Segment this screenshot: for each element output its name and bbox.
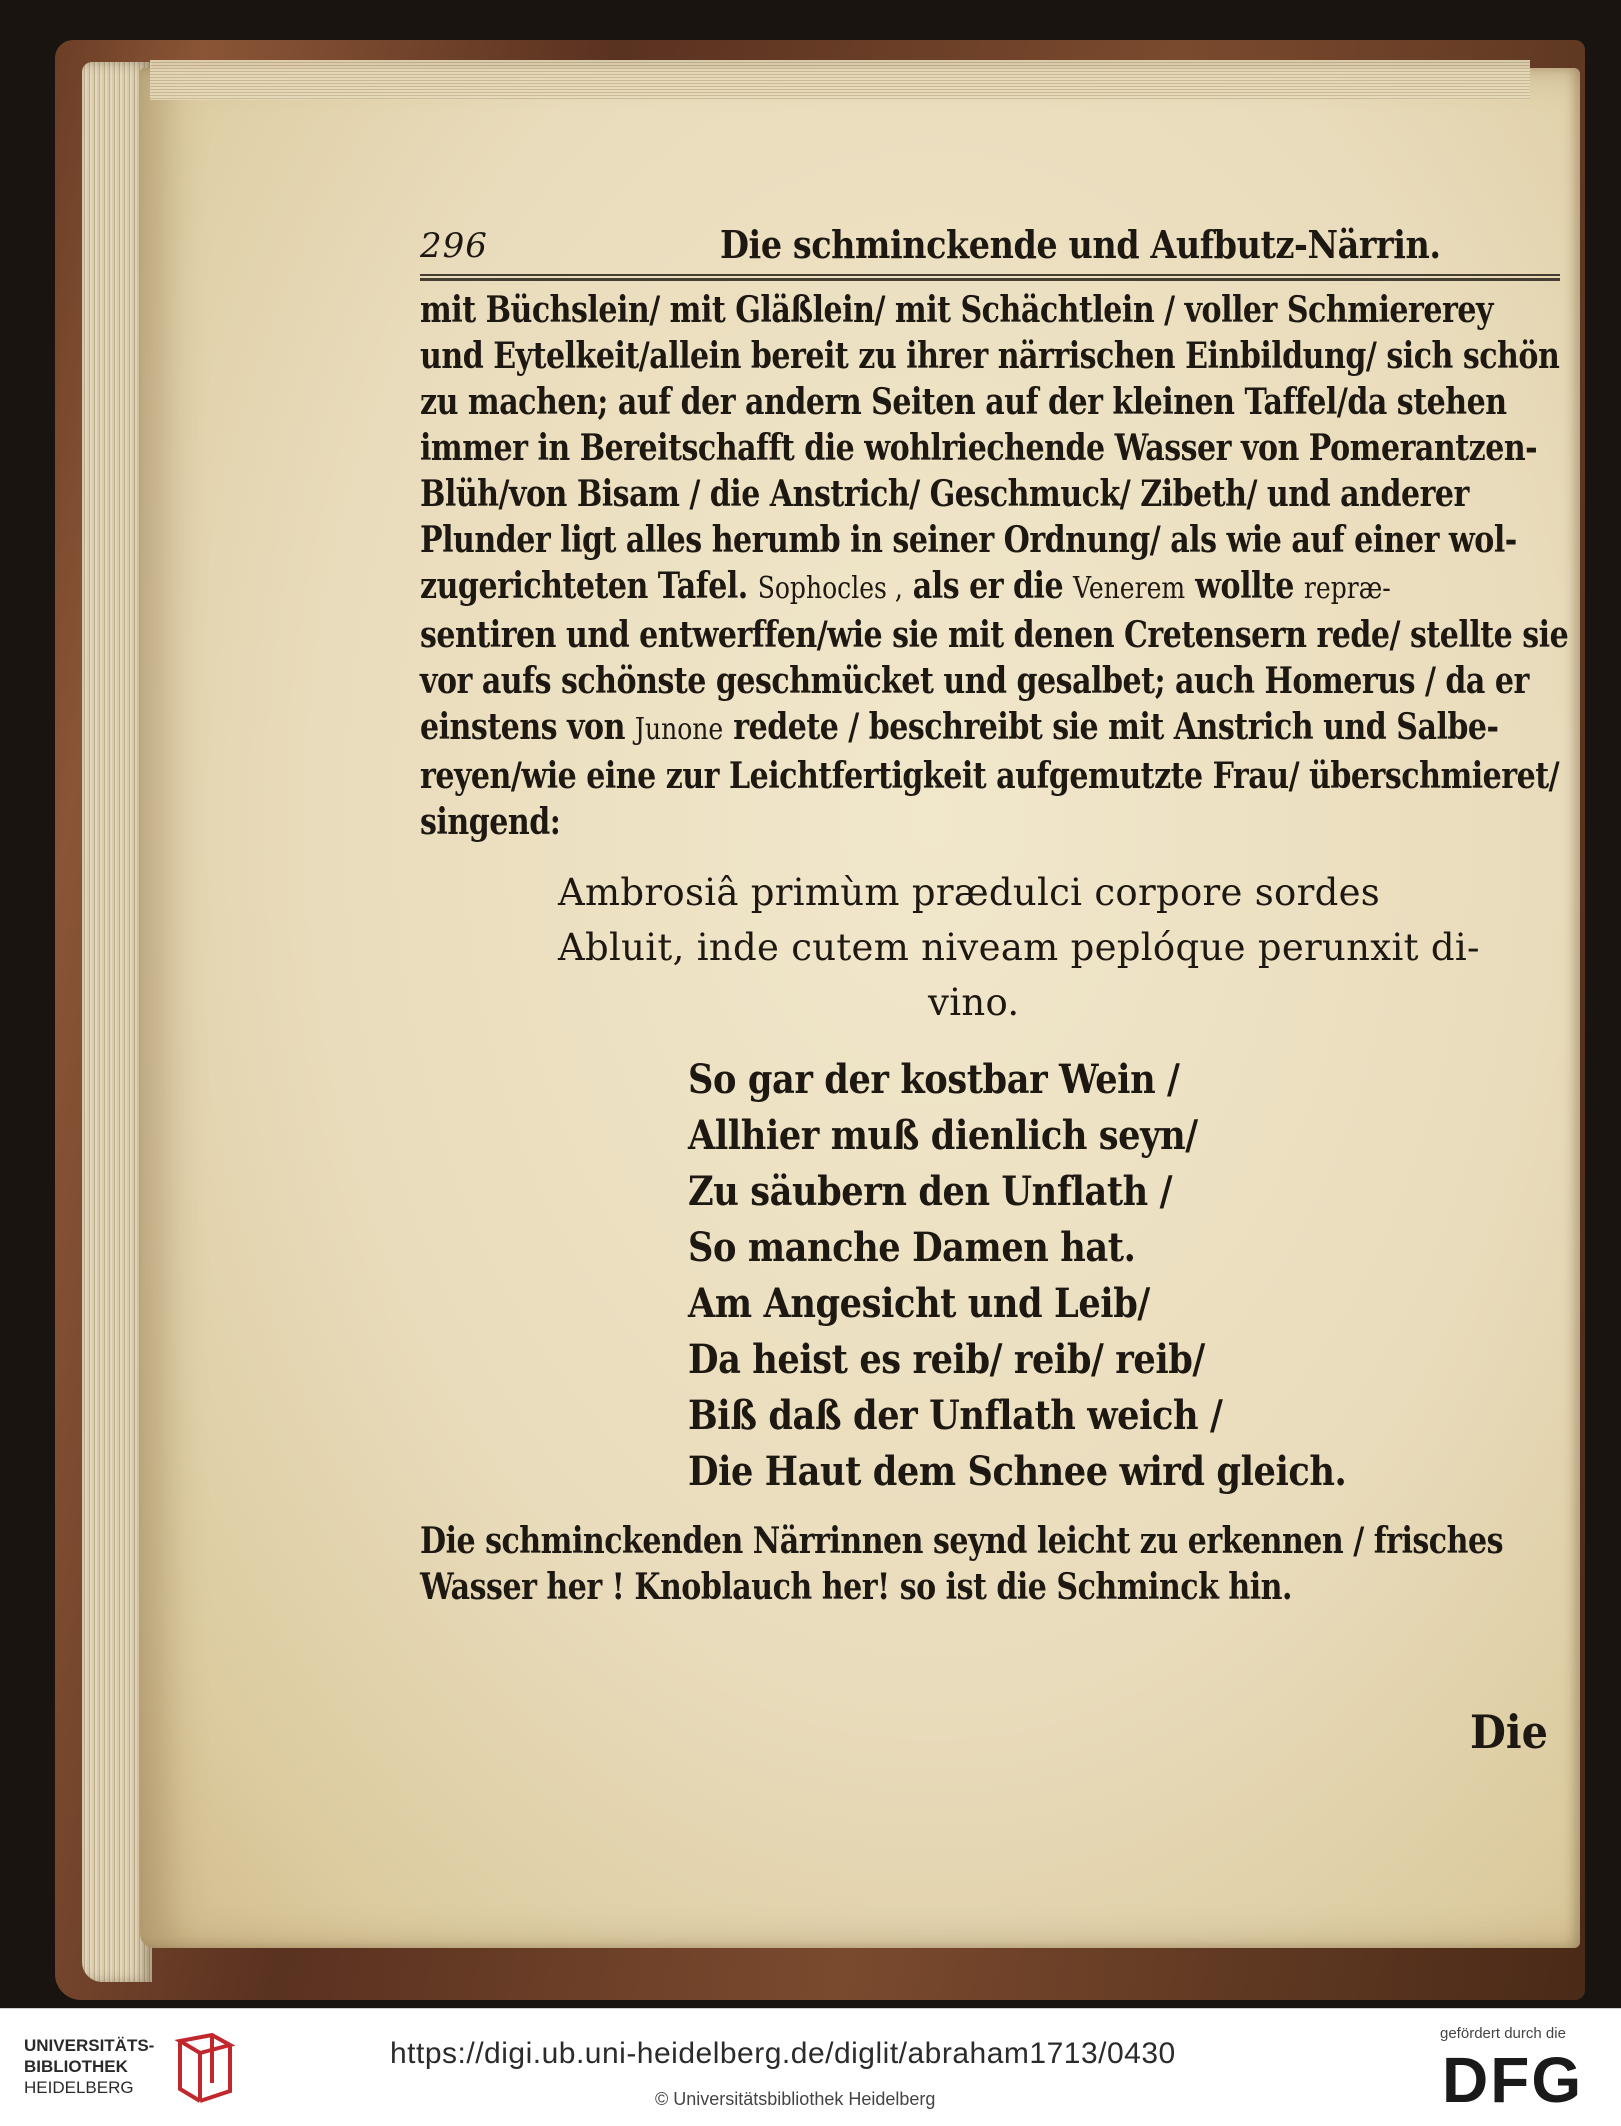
poem-line: So manche Damen hat. bbox=[688, 1224, 1136, 1271]
body-line: immer in Bereitschafft die wohlriechende Wasser von Pomerantzen- bbox=[420, 427, 1538, 469]
poem-line: Allhier muß dienlich seyn/ bbox=[688, 1112, 1198, 1159]
header-rule bbox=[420, 274, 1560, 281]
footer-bar bbox=[0, 2008, 1621, 2126]
german-poem bbox=[688, 1052, 1560, 1500]
body-line: Wasser her ! Knoblauch her! so ist die Schminck hin. bbox=[420, 1566, 1293, 1608]
poem-line: So gar der kostbar Wein / bbox=[688, 1056, 1180, 1103]
poem-line: Zu säubern den Unflath / bbox=[688, 1168, 1173, 1215]
body-text: wollte bbox=[1195, 565, 1294, 607]
library-name-line: BIBLIOTHEK bbox=[24, 2057, 128, 2076]
permalink-url[interactable]: https://digi.ub.uni-heidelberg.de/diglit/abraham1713/0430 bbox=[390, 2037, 1176, 2070]
poem-line: Da heist es reib/ reib/ reib/ bbox=[688, 1336, 1205, 1383]
body-line: mit Büchslein/ mit Gläßlein/ mit Schächtlein / voller Schmiererey bbox=[420, 289, 1493, 331]
body-paragraph bbox=[420, 287, 1569, 845]
latin-name: Sophocles , bbox=[757, 571, 903, 606]
latin-verse-line: vino. bbox=[928, 981, 1020, 1024]
copyright-notice: © Universitätsbibliothek Heidelberg bbox=[655, 2089, 936, 2109]
library-name-line: UNIVERSITÄTS- bbox=[24, 2036, 155, 2055]
body-line bbox=[420, 563, 1391, 612]
body-text: als er die bbox=[912, 565, 1064, 607]
funding-label: gefördert durch die bbox=[1440, 2025, 1566, 2042]
body-line: reyen/wie eine zur Leichtfertigkeit aufgemutzte Frau/ überschmieret/ bbox=[420, 755, 1560, 797]
body-line: und Eytelkeit/allein bereit zu ihrer närrischen Einbildung/ sich schön bbox=[420, 335, 1560, 377]
page-header bbox=[420, 218, 1560, 274]
poem-line: Am Angesicht und Leib/ bbox=[688, 1280, 1150, 1327]
library-name-line: HEIDELBERG bbox=[24, 2078, 134, 2097]
body-line: Blüh/von Bisam / die Anstrich/ Geschmuck/ Zibeth/ und anderer bbox=[420, 473, 1469, 515]
body-line bbox=[420, 704, 1499, 753]
library-name bbox=[24, 2035, 154, 2098]
poem-line: Biß daß der Unflath weich / bbox=[688, 1392, 1223, 1439]
body-line: singend: bbox=[420, 801, 561, 843]
body-text: zugerichteten Tafel. bbox=[420, 565, 748, 607]
latin-name: Junone bbox=[634, 712, 724, 747]
dfg-logo[interactable]: DFG bbox=[1442, 2044, 1584, 2116]
poem-line: Die Haut dem Schnee wird gleich. bbox=[688, 1448, 1347, 1495]
body-text: einstens von bbox=[420, 706, 625, 748]
catchword: Die bbox=[1470, 1705, 1548, 1759]
latin-name: Venerem bbox=[1073, 571, 1186, 606]
body-line: sentiren und entwerffen/wie sie mit denen Cretensern rede/ stellte sie bbox=[420, 614, 1569, 656]
body-text: redete / beschreibt sie mit Anstrich und Salbe- bbox=[733, 706, 1499, 748]
body-line: Die schminckenden Närrinnen seynd leicht zu erkennen / frisches bbox=[420, 1520, 1504, 1562]
page-number: 296 bbox=[420, 226, 488, 266]
running-head: Die schminckende und Aufbutz-Närrin. bbox=[720, 222, 1441, 267]
ub-heidelberg-logo-icon bbox=[172, 2031, 238, 2109]
body-line: zu machen; auf der andern Seiten auf der kleinen Taffel/da stehen bbox=[420, 381, 1507, 423]
page-text bbox=[420, 218, 1569, 1610]
body-line: Plunder ligt alles herumb in seiner Ordnung/ als wie auf einer wol- bbox=[420, 519, 1517, 561]
closing-paragraph bbox=[420, 1518, 1560, 1610]
latin-verse-line: Abluit, inde cutem niveam peplóque perunxit di- bbox=[558, 926, 1480, 969]
latin-word: repræ- bbox=[1303, 571, 1391, 606]
body-line: vor aufs schönste geschmücket und gesalbet; auch Homerus / da er bbox=[420, 660, 1529, 702]
library-logo[interactable] bbox=[24, 2035, 234, 2105]
page-top-edges bbox=[150, 60, 1530, 100]
latin-quotation bbox=[558, 865, 1560, 1030]
latin-verse-line: Ambrosiâ primùm prædulci corpore sordes bbox=[558, 871, 1381, 914]
